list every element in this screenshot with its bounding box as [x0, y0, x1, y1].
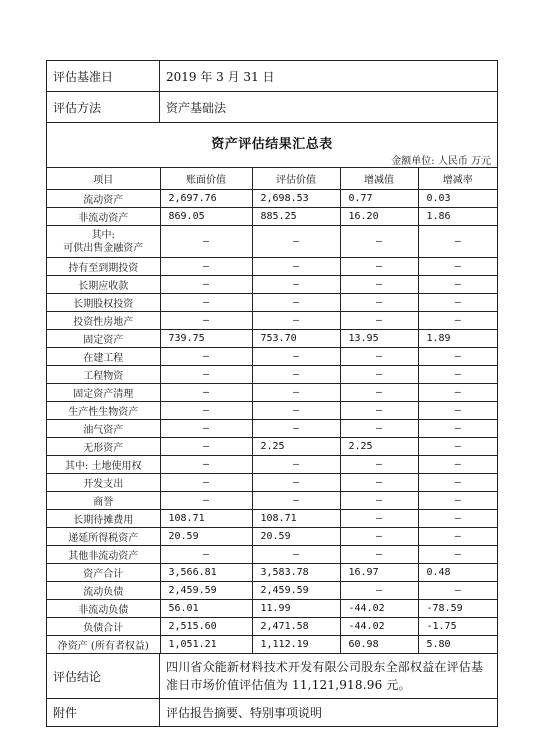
- column-header-change-rate: 增减率: [418, 168, 497, 190]
- item-name-cell: 油气资产: [47, 420, 160, 438]
- item-name-cell: 递延所得税资产: [47, 528, 160, 546]
- change-cell: –: [340, 546, 418, 564]
- appraised-value-cell: –: [252, 456, 340, 474]
- table-row: [47, 226, 497, 258]
- item-name-cell: 长期待摊费用: [47, 510, 160, 528]
- book-value-cell: –: [160, 456, 252, 474]
- table-row: [47, 492, 497, 510]
- table-body: [47, 190, 497, 654]
- change-cell: –: [340, 474, 418, 492]
- appraised-value-cell: –: [252, 276, 340, 294]
- attachment-text: 评估报告摘要、特别事项说明: [166, 706, 323, 720]
- change-cell: –: [340, 294, 418, 312]
- table-row: [47, 258, 497, 276]
- change-cell: –: [340, 312, 418, 330]
- book-value-cell: –: [160, 276, 252, 294]
- item-name-cell: 负债合计: [47, 618, 160, 636]
- appraised-value-cell: –: [252, 402, 340, 420]
- item-name-cell: 生产性生物资产: [47, 402, 160, 420]
- change-rate-cell: –: [418, 438, 497, 456]
- appraised-value-cell: –: [252, 348, 340, 366]
- change-cell: –: [340, 348, 418, 366]
- valuation-date-value: 2019 年 3 月 31 日: [166, 69, 275, 84]
- table-row: [47, 420, 497, 438]
- table-row: [47, 190, 497, 208]
- change-rate-cell: –: [418, 258, 497, 276]
- change-rate-cell: –: [418, 420, 497, 438]
- change-cell: 13.95: [340, 330, 418, 348]
- change-cell: –: [340, 276, 418, 294]
- book-value-cell: 2,697.76: [160, 190, 252, 208]
- valuation-result-table: [47, 168, 497, 654]
- change-cell: –: [340, 384, 418, 402]
- change-rate-cell: –: [418, 294, 497, 312]
- appraised-value-cell: –: [252, 294, 340, 312]
- valuation-method-value: 资产基础法: [166, 100, 227, 115]
- change-rate-cell: 1.86: [418, 208, 497, 226]
- change-rate-cell: 0.03: [418, 190, 497, 208]
- table-row: [47, 384, 497, 402]
- item-name-cell: 其他非流动资产: [47, 546, 160, 564]
- change-rate-cell: -78.59: [418, 600, 497, 618]
- valuation-method-row: [47, 92, 497, 123]
- change-rate-cell: –: [418, 384, 497, 402]
- appraised-value-cell: –: [252, 420, 340, 438]
- item-name-cell: 长期股权投资: [47, 294, 160, 312]
- book-value-cell: –: [160, 226, 252, 258]
- appraised-value-cell: –: [252, 474, 340, 492]
- table-row: [47, 366, 497, 384]
- column-header-book-value: 账面价值: [160, 168, 252, 190]
- item-name-cell: 非流动负债: [47, 600, 160, 618]
- conclusion-label: 评估结论: [47, 654, 160, 698]
- item-name-cell: 非流动资产: [47, 208, 160, 226]
- book-value-cell: 3,566.81: [160, 564, 252, 582]
- item-name-cell: 工程物资: [47, 366, 160, 384]
- change-rate-cell: –: [418, 366, 497, 384]
- attachment-label: 附件: [47, 699, 160, 726]
- book-value-cell: –: [160, 474, 252, 492]
- book-value-cell: 108.71: [160, 510, 252, 528]
- appraised-value-cell: 108.71: [252, 510, 340, 528]
- item-name-cell: 开发支出: [47, 474, 160, 492]
- table-row: [47, 456, 497, 474]
- item-name-cell: 无形资产: [47, 438, 160, 456]
- appraised-value-cell: –: [252, 312, 340, 330]
- change-cell: 0.77: [340, 190, 418, 208]
- table-row: [47, 474, 497, 492]
- book-value-cell: –: [160, 438, 252, 456]
- table-row: [47, 348, 497, 366]
- valuation-summary-sheet: [46, 60, 498, 727]
- book-value-cell: –: [160, 492, 252, 510]
- change-rate-cell: –: [418, 546, 497, 564]
- change-rate-cell: –: [418, 312, 497, 330]
- table-row: [47, 600, 497, 618]
- attachment-row: [47, 699, 497, 726]
- summary-title: 资产评估结果汇总表: [211, 137, 333, 152]
- book-value-cell: 2,459.59: [160, 582, 252, 600]
- book-value-cell: 1,051.21: [160, 636, 252, 654]
- change-cell: –: [340, 582, 418, 600]
- change-cell: –: [340, 528, 418, 546]
- change-rate-cell: –: [418, 226, 497, 258]
- summary-header: [47, 123, 497, 168]
- book-value-cell: 2,515.60: [160, 618, 252, 636]
- change-cell: 2.25: [340, 438, 418, 456]
- book-value-cell: –: [160, 384, 252, 402]
- book-value-cell: –: [160, 258, 252, 276]
- appraised-value-cell: –: [252, 384, 340, 402]
- appraised-value-cell: 11.99: [252, 600, 340, 618]
- table-row: [47, 208, 497, 226]
- appraised-value-cell: –: [252, 258, 340, 276]
- currency-unit-note: 金额单位: 人民币 万元: [391, 156, 491, 167]
- appraised-value-cell: 753.70: [252, 330, 340, 348]
- change-cell: 16.97: [340, 564, 418, 582]
- item-name-cell: 商誉: [47, 492, 160, 510]
- item-name-cell: [47, 226, 160, 258]
- column-header-item: 项目: [47, 168, 160, 190]
- column-header-appraised-value: 评估价值: [252, 168, 340, 190]
- change-cell: –: [340, 420, 418, 438]
- book-value-cell: –: [160, 348, 252, 366]
- change-cell: –: [340, 510, 418, 528]
- table-row: [47, 582, 497, 600]
- table-row: [47, 636, 497, 654]
- item-name-cell: 长期应收款: [47, 276, 160, 294]
- table-row: [47, 294, 497, 312]
- change-rate-cell: -1.75: [418, 618, 497, 636]
- table-row: [47, 618, 497, 636]
- change-cell: –: [340, 366, 418, 384]
- change-rate-cell: –: [418, 456, 497, 474]
- change-rate-cell: –: [418, 510, 497, 528]
- appraised-value-cell: 2.25: [252, 438, 340, 456]
- change-cell: –: [340, 258, 418, 276]
- table-row: [47, 438, 497, 456]
- item-name-cell: 固定资产: [47, 330, 160, 348]
- conclusion-text: 四川省众能新材料技术开发有限公司股东全部权益在评估基准日市场价值评估值为 11,121,918.96 元。: [166, 660, 484, 692]
- change-rate-cell: 0.48: [418, 564, 497, 582]
- book-value-cell: –: [160, 402, 252, 420]
- change-cell: –: [340, 456, 418, 474]
- appraised-value-cell: 2,459.59: [252, 582, 340, 600]
- book-value-cell: –: [160, 420, 252, 438]
- table-row: [47, 276, 497, 294]
- book-value-cell: –: [160, 312, 252, 330]
- table-row: [47, 546, 497, 564]
- item-name-cell: 投资性房地产: [47, 312, 160, 330]
- table-row: [47, 312, 497, 330]
- appraised-value-cell: 1,112.19: [252, 636, 340, 654]
- column-header-change: 增减值: [340, 168, 418, 190]
- appraised-value-cell: –: [252, 546, 340, 564]
- appraised-value-cell: –: [252, 226, 340, 258]
- valuation-date-label: 评估基准日: [47, 61, 160, 91]
- valuation-date-row: [47, 61, 497, 92]
- item-name-cell: 在建工程: [47, 348, 160, 366]
- book-value-cell: 739.75: [160, 330, 252, 348]
- change-rate-cell: –: [418, 402, 497, 420]
- appraised-value-cell: –: [252, 366, 340, 384]
- conclusion-row: [47, 654, 497, 699]
- item-prefix: 其中:: [91, 229, 115, 241]
- book-value-cell: –: [160, 366, 252, 384]
- appraised-value-cell: 2,471.58: [252, 618, 340, 636]
- change-cell: 16.20: [340, 208, 418, 226]
- item-name-cell: 流动资产: [47, 190, 160, 208]
- book-value-cell: –: [160, 546, 252, 564]
- book-value-cell: –: [160, 294, 252, 312]
- change-rate-cell: 5.80: [418, 636, 497, 654]
- book-value-cell: 56.01: [160, 600, 252, 618]
- book-value-cell: 869.05: [160, 208, 252, 226]
- change-cell: -44.02: [340, 600, 418, 618]
- change-cell: -44.02: [340, 618, 418, 636]
- item-name-cell: 其中: 土地使用权: [47, 456, 160, 474]
- appraised-value-cell: 20.59: [252, 528, 340, 546]
- change-rate-cell: –: [418, 582, 497, 600]
- item-name-cell: 净资产 (所有者权益): [47, 636, 160, 654]
- change-cell: –: [340, 402, 418, 420]
- change-cell: –: [340, 226, 418, 258]
- change-rate-cell: –: [418, 492, 497, 510]
- appraised-value-cell: 885.25: [252, 208, 340, 226]
- appraised-value-cell: 2,698.53: [252, 190, 340, 208]
- appraised-value-cell: 3,583.78: [252, 564, 340, 582]
- change-rate-cell: –: [418, 276, 497, 294]
- change-rate-cell: 1.89: [418, 330, 497, 348]
- change-rate-cell: –: [418, 474, 497, 492]
- table-header-row: [47, 168, 497, 190]
- change-rate-cell: –: [418, 528, 497, 546]
- table-row: [47, 564, 497, 582]
- change-cell: –: [340, 492, 418, 510]
- table-row: [47, 528, 497, 546]
- item-name-cell: 固定资产清理: [47, 384, 160, 402]
- table-row: [47, 402, 497, 420]
- table-row: [47, 510, 497, 528]
- item-name: 可供出售金融资产: [63, 242, 144, 254]
- item-name-cell: 流动负债: [47, 582, 160, 600]
- item-name-cell: 持有至到期投资: [47, 258, 160, 276]
- item-name-cell: 资产合计: [47, 564, 160, 582]
- change-rate-cell: –: [418, 348, 497, 366]
- appraised-value-cell: –: [252, 492, 340, 510]
- change-cell: 60.98: [340, 636, 418, 654]
- table-row: [47, 330, 497, 348]
- valuation-method-label: 评估方法: [47, 92, 160, 122]
- book-value-cell: 20.59: [160, 528, 252, 546]
